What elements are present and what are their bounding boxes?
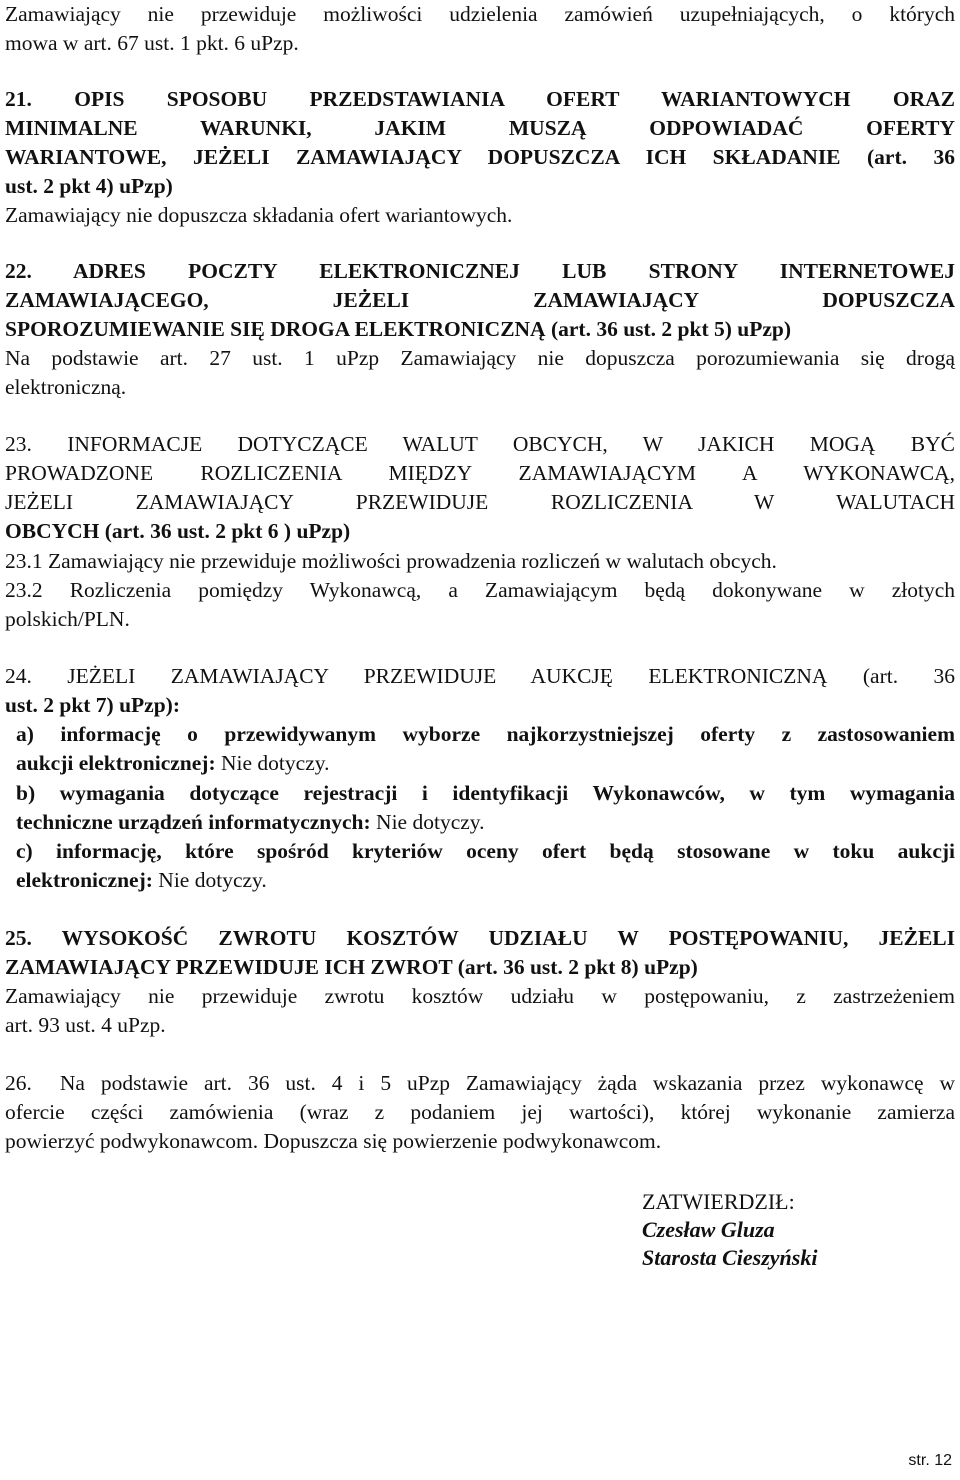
signature-label: ZATWIERDZIŁ: [642,1189,795,1214]
section-22-body-2: elektroniczną. [5,375,127,399]
item-b-label: techniczne urządzeń informatycznych: [16,810,371,834]
section-24-item-a-2 [16,749,329,777]
section-21-heading-1: 21. OPIS SPOSOBU PRZEDSTAWIANIA OFERT WARIANTOWYCH ORAZ [5,87,955,111]
item-c-label: elektronicznej: [16,868,153,892]
section-23-heading-1: 23. INFORMACJE DOTYCZĄCE WALUT OBCYCH, W JAKICH MOGĄ BYĆ [5,432,955,456]
section-24-heading-2: ust. 2 pkt 7) uPzp): [5,693,181,717]
section-24-item-b-2 [16,808,485,836]
section-21-heading-2: MINIMALNE WARUNKI, JAKIM MUSZĄ ODPOWIADAĆ OFERTY [5,116,955,140]
section-25-heading-1: 25. WYSOKOŚĆ ZWROTU KOSZTÓW UDZIAŁU W POSTĘPOWANIU, JEŻELI [5,926,955,950]
item-b-value: Nie dotyczy. [370,810,485,834]
section-23-point-1: 23.1 Zamawiający nie przewiduje możliwości prowadzenia rozliczeń w walutach obcych. [5,549,777,573]
signature-title: Starosta Cieszyński [642,1245,818,1270]
section-25-body-2: art. 93 ust. 4 uPzp. [5,1013,166,1037]
section-23-heading-4: OBCYCH (art. 36 ust. 2 pkt 6 ) uPzp) [5,519,351,543]
signature-name: Czesław Gluza [642,1217,775,1242]
section-21-heading-3: WARIANTOWE, JEŻELI ZAMAWIAJĄCY DOPUSZCZA ICH SKŁADANIE (art. 36 [5,145,955,169]
section-26-number: 26. [5,1071,32,1095]
section-22-heading-2: ZAMAWIAJĄCEGO, JEŻELI ZAMAWIAJĄCY DOPUSZCZA [5,288,955,312]
intro-line-2: mowa w art. 67 ust. 1 pkt. 6 uPzp. [5,31,299,55]
section-24-item-c-2 [16,866,267,894]
section-24-item-b-1: b) wymagania dotyczące rejestracji i identyfikacji Wykonawców, w tym wymagania [16,781,955,805]
section-21-heading-4: ust. 2 pkt 4) uPzp) [5,174,173,198]
section-23-heading-3: JEŻELI ZAMAWIAJĄCY PRZEWIDUJE ROZLICZENIA W WALUTACH [5,490,955,514]
section-24-item-c-1: c) informację, które spośród kryteriów oceny ofert będą stosowane w toku aukcji [16,839,955,863]
page-number: str. 12 [908,1452,952,1469]
section-24-item-a-1: a) informację o przewidywanym wyborze najkorzystniejszej oferty z zastosowaniem [16,722,955,746]
section-26-line-1 [5,1069,955,1097]
section-26-line-3: powierzyć podwykonawcom. Dopuszcza się powierzenie podwykonawcom. [5,1129,662,1153]
section-26-line-2: ofercie części zamówienia (wraz z podaniem jej wartości), której wykonanie zamierza [5,1100,955,1124]
section-23-point-2a: 23.2 Rozliczenia pomiędzy Wykonawcą, a Zamawiającym będą dokonywane w złotych [5,578,955,602]
item-a-value: Nie dotyczy. [215,751,330,775]
section-25-heading-2: ZAMAWIAJĄCY PRZEWIDUJE ICH ZWROT (art. 36 ust. 2 pkt 8) uPzp) [5,955,698,979]
item-a-label: aukcji elektronicznej: [16,751,216,775]
section-23-point-2b: polskich/PLN. [5,607,130,631]
section-26-text-1: Na podstawie art. 36 ust. 4 i 5 uPzp Zamawiający żąda wskazania przez wykonawcę w [59,1071,955,1095]
item-c-value: Nie dotyczy. [152,868,267,892]
section-21-body: Zamawiający nie dopuszcza składania ofert wariantowych. [5,203,513,227]
intro-line-1: Zamawiający nie przewiduje możliwości udzielenia zamówień uzupełniających, o których [5,2,955,26]
section-22-heading-3: SPOROZUMIEWANIE SIĘ DROGA ELEKTRONICZNĄ (art. 36 ust. 2 pkt 5) uPzp) [5,317,792,341]
section-23-heading-2: PROWADZONE ROZLICZENIA MIĘDZY ZAMAWIAJĄCYM A WYKONAWCĄ, [5,461,955,485]
section-22-body-1: Na podstawie art. 27 ust. 1 uPzp Zamawiający nie dopuszcza porozumiewania się drogą [5,346,955,370]
section-25-body-1: Zamawiający nie przewiduje zwrotu kosztów udziału w postępowaniu, z zastrzeżeniem [5,984,955,1008]
section-24-heading-1: 24. JEŻELI ZAMAWIAJĄCY PRZEWIDUJE AUKCJĘ ELEKTRONICZNĄ (art. 36 [5,664,955,688]
section-22-heading-1: 22. ADRES POCZTY ELEKTRONICZNEJ LUB STRONY INTERNETOWEJ [5,259,955,283]
